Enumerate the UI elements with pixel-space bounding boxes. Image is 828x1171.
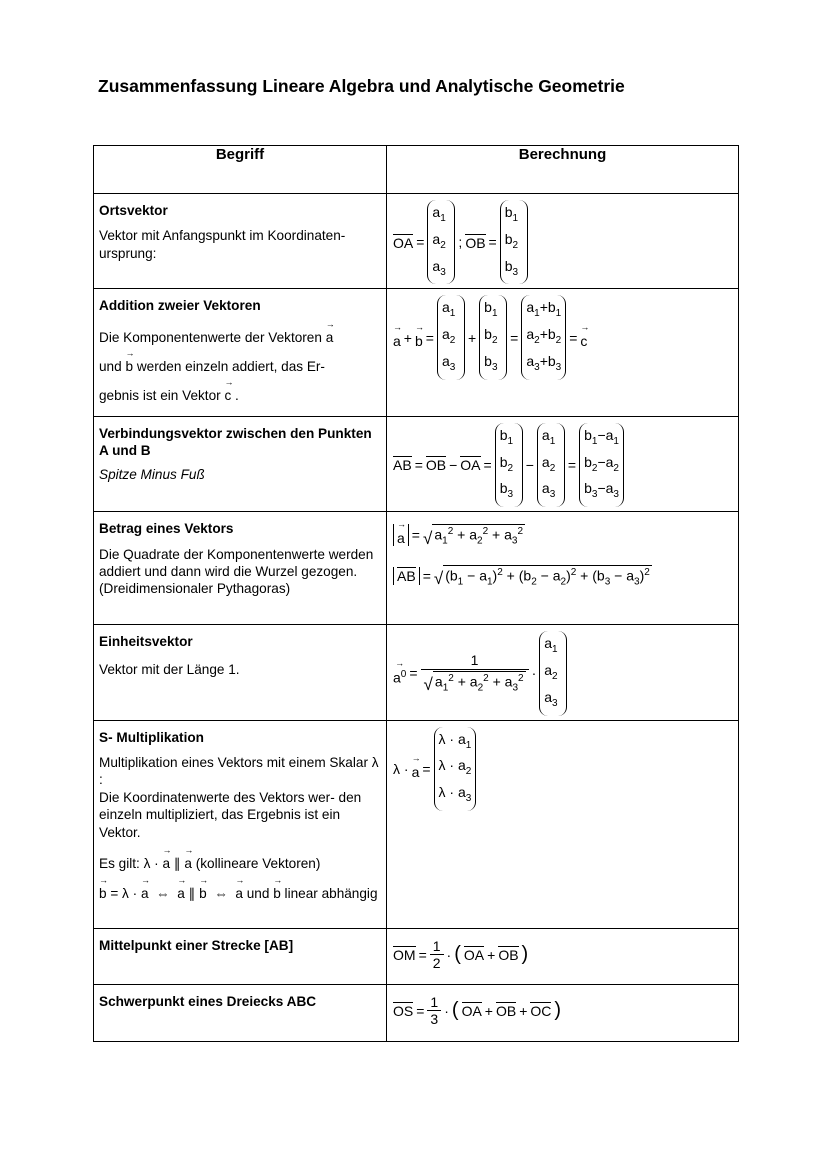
row-schwerpunkt-formula [387, 984, 739, 1041]
row-text: und [99, 358, 122, 374]
row-heading: Einheitsvektor [99, 634, 193, 650]
row-betrag-term [94, 512, 387, 625]
table-row [94, 512, 739, 625]
row-text: Spitze Minus Fuß [99, 466, 205, 482]
row-verbindung-term [94, 416, 387, 511]
row-einheit-term [94, 625, 387, 720]
header-begriff: Begriff [94, 146, 387, 194]
table-row [94, 625, 739, 720]
table-row [94, 720, 739, 928]
formula-einheit: → $a^0$ = 1 √ $a_1^2 + a_2^2 + a_3^2$ · $a_1$ $a_2$ $a_3$ [393, 631, 570, 715]
header-berechnung: Berechnung [387, 146, 739, 194]
row-text: Die Quadrate der Komponentenwerte werden addiert und dann wird die Wurzel gezogen. (Dreidimensionaler Pythagoras) [99, 546, 374, 597]
row-heading: Betrag eines Vektors [99, 521, 234, 537]
row-schwerpunkt-term [94, 984, 387, 1041]
row-text: Vektor mit Anfangspunkt im Koordinaten- ursprung: [99, 228, 346, 261]
row-heading: Verbindungsvektor zwischen den Punkten A und B [99, 425, 372, 459]
table-row [94, 928, 739, 984]
row-heading: Mittelpunkt einer Strecke [AB] [99, 937, 294, 953]
row-ortsvektor-formula [387, 194, 739, 289]
formula-betrag-ab: AB = √ $(b_1 - a_1)^2 + (b_2 - a_2)^2 + (b_3 - a_3)^2$ [393, 565, 655, 587]
table-row [94, 984, 739, 1041]
row-text: Multiplikation eines Vektors mit einem Skalar [99, 754, 368, 770]
row-text: Vektor mit der Länge 1. [99, 661, 240, 677]
row-verbindung-formula [387, 416, 739, 511]
row-einheit-formula [387, 625, 739, 720]
row-text: Es gilt: [99, 855, 140, 871]
row-text: linear abhängig [284, 885, 378, 901]
row-smult-term: S- Multiplikation Multiplikation eines Vektors mit einem Skalar λ : Die Koordinatenwerte des Vektors wer- den einzeln multipliziert, das Ergebnis ist ein Vektor. Es gilt: λ · → a ∥ → a (kollineare Vektoren) → b = λ · → a ⇔ → a ∥ → b ⇔ → a und → b linear abhängig [94, 720, 387, 928]
formula-schwerpunkt: OS = $\frac{1}{3}$ · ( OA + OB + OC ) [393, 993, 562, 1027]
row-heading: S- Multiplikation [99, 729, 204, 745]
row-mittelpunkt-formula [387, 928, 739, 984]
row-heading: Schwerpunkt eines Dreiecks ABC [99, 993, 317, 1009]
row-heading: Addition zweier Vektoren [99, 298, 261, 314]
row-betrag-formula [387, 512, 739, 625]
formula-betrag-a: → a = √ $a_1^2 + a_2^2 + a_3^2$ [393, 524, 528, 546]
table-header-row [94, 146, 739, 194]
row-text: (kollineare Vektoren) [195, 855, 321, 871]
formula-smult: λ · → a = $\lambda \cdot a_1$ $\lambda \cdot a_2$ $\lambda \cdot a_3$ [393, 727, 479, 811]
table-row [94, 194, 739, 289]
row-text: werden einzeln addiert, das Er- [136, 358, 325, 374]
row-addition-term: Addition zweier Vektoren Die Komponentenwerte der Vektoren → a und → b werden einzeln addiert, das Er- gebnis ist ein Vektor → c . [94, 289, 387, 416]
row-heading: Ortsvektor [99, 203, 168, 218]
row-text: gebnis ist ein Vektor [99, 387, 221, 403]
row-ortsvektor-term [94, 194, 387, 289]
formula-mittelpunkt: OM = $\frac{1}{2}$ · ( OA + OB ) [393, 937, 529, 971]
table-row [94, 416, 739, 511]
row-mittelpunkt-term [94, 928, 387, 984]
row-smult-formula [387, 720, 739, 928]
formula-ortsvektor: OA = $a_1$ $a_2$ $a_3$ ; OB = $b_1$ $b_2$ $b_3$ [393, 200, 531, 284]
row-text: Die Koordinatenwerte des Vektors wer- den einzeln multipliziert, das Ergebnis ist ein Vektor. [99, 789, 362, 840]
row-text: und [246, 885, 270, 901]
page-title: Zusammenfassung Lineare Algebra und Analytische Geometrie [98, 76, 625, 96]
table-row [94, 289, 739, 416]
formula-addition: → a + → b = $a_1$ $a_2$ $a_3$ + $b_1$ $b_2$ $b_3$ = $a_1+b_1$ $a_2+b_2$ $a_3+b_3$ = → c [393, 295, 590, 379]
row-addition-formula [387, 289, 739, 416]
row-text: Die Komponentenwerte der Vektoren [99, 329, 322, 345]
formula-verbindung: AB = OB − OA = $b_1$ $b_2$ $b_3$ − $a_1$ $a_2$ $a_3$ = $b_1-a_1$ $b_2-a_2$ $b_3-a_3$ [393, 423, 627, 507]
summary-table [93, 145, 739, 1042]
